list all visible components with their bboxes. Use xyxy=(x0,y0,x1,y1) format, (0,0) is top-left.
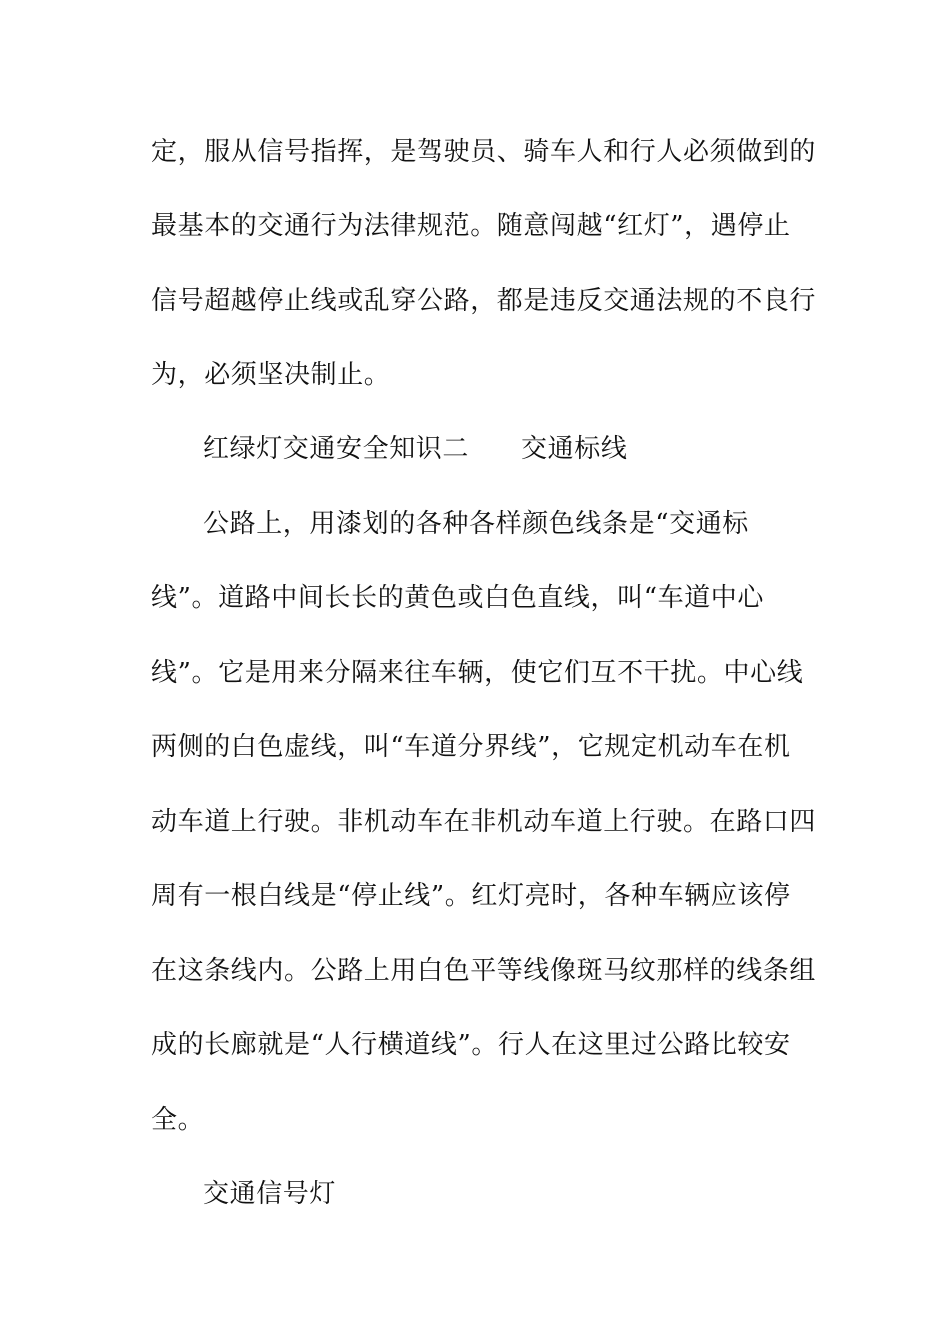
paragraph-line: 周有一根白线是“停止线”。红灯亮时，各种车辆应该停 xyxy=(151,881,791,911)
paragraph-line: 线”。它是用来分隔来往车辆，使它们互不干扰。中心线 xyxy=(151,658,804,688)
paragraph-line: 公路上，用漆划的各种各样颜色线条是“交通标 xyxy=(203,509,749,539)
paragraph-line: 最基本的交通行为法律规范。随意闯越“红灯”，遇停止 xyxy=(151,211,791,241)
section-heading-final: 交通信号灯 xyxy=(203,1179,337,1209)
paragraph-line: 动车道上行驶。非机动车在非机动车道上行驶。在路口四 xyxy=(151,807,817,837)
paragraph-line: 成的长廊就是“人行横道线”。行人在这里过公路比较安 xyxy=(151,1030,791,1060)
paragraph-line: 两侧的白色虚线，叫“车道分界线”，它规定机动车在机 xyxy=(151,732,791,762)
section-heading-topic: 交通标线 xyxy=(521,434,628,464)
paragraph-line: 定，服从信号指挥，是驾驶员、骑车人和行人必须做到的 xyxy=(151,137,817,167)
section-heading xyxy=(203,432,853,466)
section-heading-title: 红绿灯交通安全知识二 xyxy=(203,434,470,464)
paragraph-line: 全。 xyxy=(151,1105,205,1135)
paragraph-line: 为，必须坚决制止。 xyxy=(151,360,391,390)
paragraph-line: 信号超越停止线或乱穿公路，都是违反交通法规的不良行 xyxy=(151,286,817,316)
paragraph-line: 在这条线内。公路上用白色平等线像斑马纹那样的线条组 xyxy=(151,956,817,986)
paragraph-line: 线”。道路中间长长的黄色或白色直线，叫“车道中心 xyxy=(151,583,764,613)
